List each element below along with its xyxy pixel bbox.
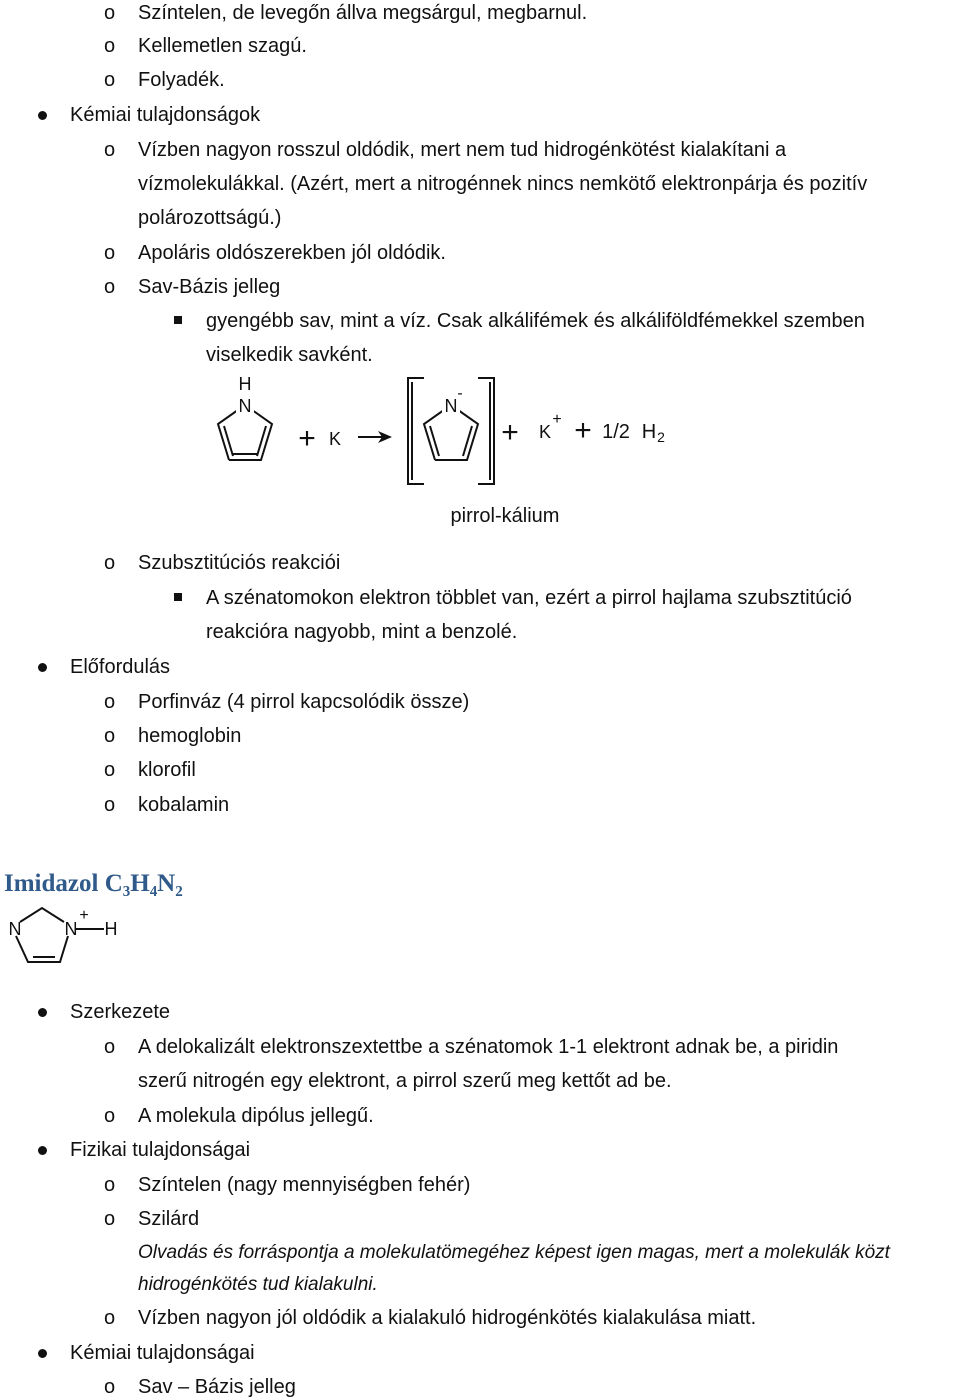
list-marker: o [104, 139, 116, 161]
list-item: Kellemetlen szagú. [138, 35, 307, 57]
potassium-ion: K [538, 422, 552, 442]
negative-charge: - [457, 385, 463, 402]
list-item-continuation: polározottságú.) [138, 207, 282, 229]
list-marker: o [104, 759, 116, 781]
pyrrole-potassium-reaction [0, 370, 960, 535]
potassium: K [328, 429, 342, 449]
list-marker: o [104, 1208, 116, 1230]
list-item: Színtelen (nagy mennyiségben fehér) [138, 1174, 471, 1196]
list-marker: o [104, 552, 116, 574]
list-item: Szilárd [138, 1208, 200, 1230]
list-marker: o [104, 1105, 116, 1127]
list-item: A delokalizált elektronszextettbe a szénatomok 1-1 elektront adnak be, a piridin [138, 1036, 839, 1058]
list-marker: o [104, 794, 116, 816]
list-item: Vízben nagyon jól oldódik a kialakuló hidrogénkötés kialakulása miatt. [138, 1307, 757, 1329]
list-item: Színtelen, de levegőn állva megsárgul, megbarnul. [138, 2, 588, 24]
section-heading: Imidazol C₃H₄N₂ [4, 870, 183, 897]
list-item: Folyadék. [138, 69, 225, 91]
bullet-dot [38, 663, 47, 672]
list-item-continuation: szerű nitrogén egy elektront, a pirrol szerű meg kettőt ad be. [138, 1070, 672, 1092]
list-item: Vízben nagyon rosszul oldódik, mert nem tud hidrogénkötést kialakítani a [138, 139, 787, 161]
positive-charge: + [552, 411, 562, 428]
list-marker: o [104, 35, 116, 57]
list-item: Sav-Bázis jelleg [138, 276, 281, 298]
square-bullet [174, 593, 182, 601]
subscript-2: 2 [657, 429, 665, 445]
list-item: Szubsztitúciós reakciói [138, 552, 341, 574]
list-marker: o [104, 1376, 116, 1398]
bullet-dot [38, 111, 47, 120]
list-item: klorofil [138, 759, 196, 781]
atom-n: N [8, 919, 22, 939]
square-bullet [174, 316, 182, 324]
list-marker: o [104, 1307, 116, 1329]
plus-sign: + [298, 422, 316, 455]
sub-list-item-continuation: viselkedik savként. [206, 344, 373, 366]
list-item: Apoláris oldószerekben jól oldódik. [138, 242, 446, 264]
bullet-dot [38, 1349, 47, 1358]
plus-sign: + [574, 414, 592, 447]
sub-list-item: gyengébb sav, mint a víz. Csak alkálifémek és alkáliföldfémekkel szemben [206, 310, 865, 332]
plus-sign: + [501, 416, 519, 449]
atom-h: H [104, 919, 118, 939]
section-title: Kémiai tulajdonságok [70, 104, 261, 126]
positive-charge: + [79, 907, 89, 924]
hydrogen: H [641, 421, 657, 443]
list-item: Porfinváz (4 pirrol kapcsolódik össze) [138, 691, 470, 713]
list-marker: o [104, 725, 116, 747]
sub-list-item-continuation: reakcióra nagyobb, mint a benzolé. [206, 621, 518, 643]
italic-note: Olvadás és forráspontja a molekulatömegéhez képest igen magas, mert a molekulák közt [138, 1242, 890, 1263]
section-title: Előfordulás [70, 656, 171, 678]
list-item: A molekula dipólus jellegű. [138, 1105, 374, 1127]
list-marker: o [104, 1036, 116, 1058]
imidazolium-structure [0, 900, 140, 970]
atom-h: H [238, 374, 252, 394]
atom-n: N [238, 396, 252, 416]
list-marker: o [104, 69, 116, 91]
atom-n-plus: N [64, 919, 78, 939]
sub-list-item: A szénatomokon elektron többlet van, ezért a pirrol hajlama szubsztitúció [206, 587, 852, 609]
section-title: Fizikai tulajdonságai [70, 1139, 251, 1161]
list-item: hemoglobin [138, 725, 242, 747]
bullet-dot [38, 1146, 47, 1155]
list-item-continuation: vízmolekulákkal. (Azért, mert a nitrogénnek nincs nemkötő elektronpárja és pozitív [138, 173, 868, 195]
list-marker: o [104, 242, 116, 264]
bullet-dot [38, 1008, 47, 1017]
list-marker: o [104, 1174, 116, 1196]
section-title: Kémiai tulajdonságai [70, 1342, 255, 1364]
list-item: kobalamin [138, 794, 230, 816]
list-item: Sav – Bázis jelleg [138, 1376, 296, 1398]
section-title: Szerkezete [70, 1001, 171, 1023]
list-marker: o [104, 276, 116, 298]
italic-note-continuation: hidrogénkötés tud kialakulni. [138, 1274, 378, 1295]
coefficient: 1/2 [602, 421, 630, 443]
list-marker: o [104, 2, 116, 24]
atom-n-anion: N [444, 396, 458, 416]
list-marker: o [104, 691, 116, 713]
reaction-caption: pirrol-kálium [450, 505, 560, 527]
